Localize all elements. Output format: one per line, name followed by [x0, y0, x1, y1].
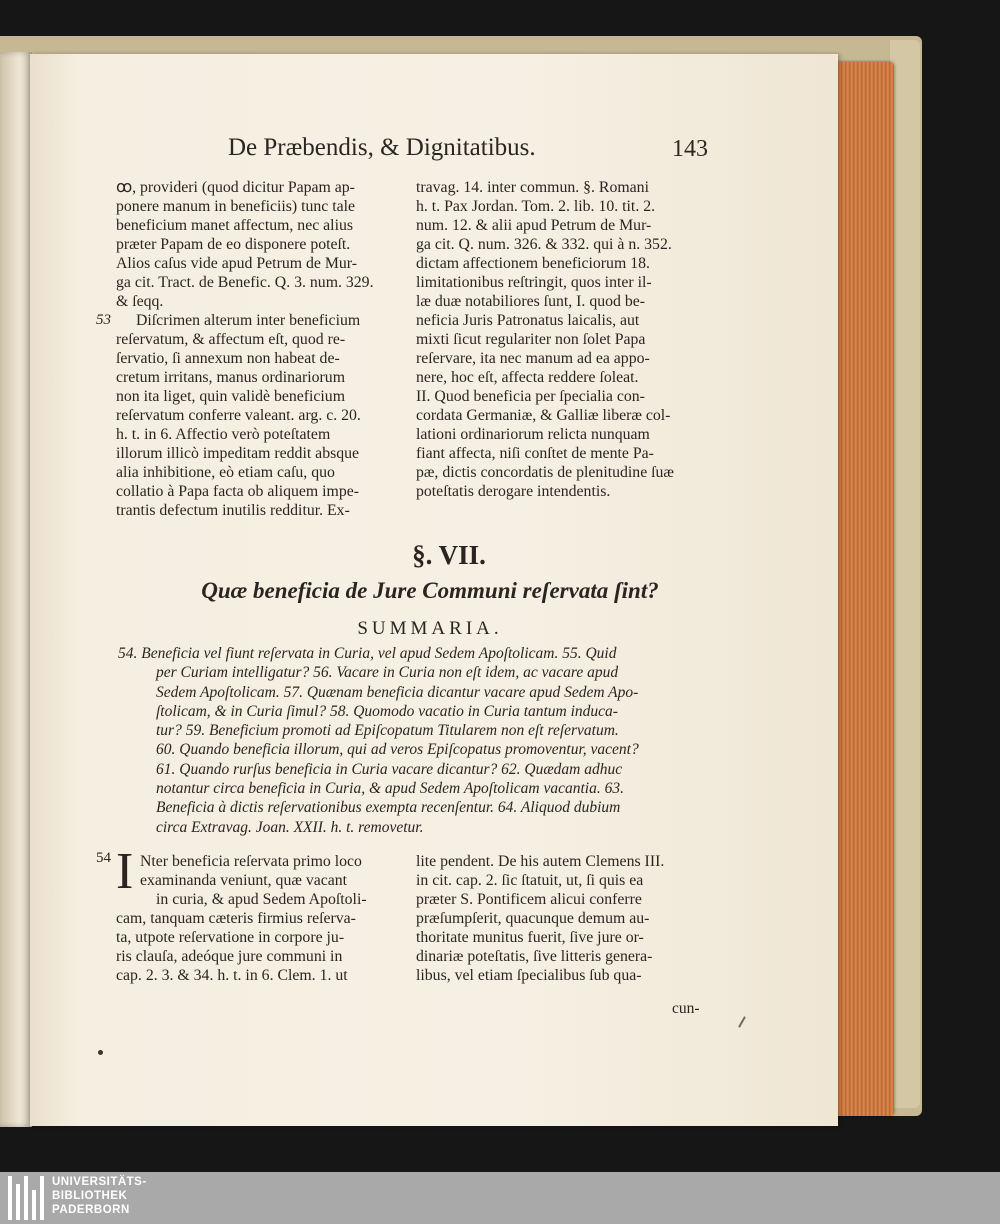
text-line: dictam affectionem beneficiorum 18.: [416, 255, 650, 272]
page-edges: [830, 62, 894, 1116]
text-line: circa Extravag. Joan. XXII. h. t. removetur.: [156, 818, 424, 836]
column-right-bottom: [416, 852, 708, 985]
back-cover-edge: [890, 40, 920, 1108]
library-name-line-3: PADERBORN: [52, 1204, 130, 1216]
text-line: nere, hoc eſt, affecta reddere ſoleat.: [416, 369, 639, 386]
text-line: poteſtatis derogare intendentis.: [416, 483, 611, 500]
column-left-top: [116, 178, 400, 520]
text-line: cap. 2. 3. & 34. h. t. in 6. Clem. 1. ut: [116, 967, 348, 984]
running-title: De Præbendis, & Dignitatibus.: [228, 134, 536, 161]
text-line: tur? 59. Beneficium promoti ad Epiſcopatum Titularem non eſt reſervatum.: [156, 722, 619, 740]
running-header: [228, 134, 708, 170]
text-line: ponere manum in beneficiis) tunc tale: [116, 198, 356, 215]
text-line: præter S. Pontificem alicui conferre: [416, 891, 642, 908]
summaria-heading: SUMMARIA.: [357, 618, 503, 639]
text-line: reſervatum conferre valeant. arg. c. 20.: [116, 407, 361, 424]
drop-capital: I: [116, 843, 134, 900]
text-line: ris clauſa, adeóque jure communi in: [116, 948, 343, 965]
text-line: Alios caſus vide apud Petrum de Mur-: [116, 255, 357, 272]
section-title: Quæ beneficia de Jure Communi reſervata ſint?: [201, 578, 659, 603]
column-right-top: [416, 178, 708, 501]
margin-number-54: 54: [96, 850, 111, 866]
text-line: in cit. cap. 2. ſic ſtatuit, ut, ſi quis ea: [416, 872, 644, 889]
text-line: trantis defectum inutilis redditur. Ex-: [116, 502, 350, 519]
text-line: II. Quod beneficia per ſpecialia con-: [416, 388, 645, 405]
text-line: Diſcrimen alterum inter beneficium: [136, 312, 361, 329]
text-line: limitationibus reſtringit, quos inter il-: [416, 274, 652, 291]
text-line: fiant affecta, niſi conſtet de mente Pa-: [416, 445, 654, 462]
text-line: thoritate munitus fuerit, ſive jure or-: [416, 929, 644, 946]
text-line: lationi ordinariorum relicta nunquam: [416, 426, 650, 443]
text-line: pæ, dictis concordatis de plenitudine ſuæ: [416, 464, 674, 481]
text-line: ga cit. Tract. de Benefic. Q. 3. num. 329.: [116, 274, 374, 291]
text-line: Sedem Apoſtolicam. 57. Quænam beneficia dicantur vacare apud Sedem Apo-: [156, 683, 639, 701]
text-line: Nter beneficia reſervata primo loco: [140, 853, 362, 870]
text-line: dinariæ poteſtatis, ſive litteris genera-: [416, 948, 653, 965]
text-line: læ duæ notabiliores ſunt, I. quod be-: [416, 293, 646, 310]
column-left-bottom: [116, 852, 402, 985]
text-line: præter Papam de eo disponere poteſt.: [116, 236, 351, 253]
text-line: ga cit. Q. num. 326. & 332. qui à n. 352.: [416, 236, 672, 253]
text-line: h. t. Pax Jordan. Tom. 2. lib. 10. tit. 2.: [416, 198, 656, 215]
text-line: non ita liget, quin validè beneficium: [116, 388, 345, 405]
text-line: per Curiam intelligatur? 56. Vacare in Curia non eſt idem, ac vacare apud: [156, 664, 619, 682]
text-line: ta, utpote reſervatione in corpore ju-: [116, 929, 345, 946]
text-line: 60. Quando beneficia illorum, qui ad veros Epiſcopatus promoventur, vacent?: [156, 741, 639, 759]
text-line: notantur circa beneficia in Curia, & apud Sedem Apoſtolicam vacantia. 63.: [156, 780, 624, 798]
library-name-line-2: BIBLIOTHEK: [52, 1190, 128, 1202]
library-footer: [0, 1172, 1000, 1224]
text-line: beneficium manet affectum, nec alius: [116, 217, 353, 234]
text-line: 54. Beneficia vel fiunt reſervata in Curia, vel apud Sedem Apoſtolicam. 55. Quid: [118, 645, 617, 662]
text-line: ꝏ, provideri (quod dicitur Papam ap-: [116, 179, 355, 196]
catchword: cun-: [672, 1000, 700, 1017]
text-line: alia inhibitione, eò etiam caſu, quo: [116, 464, 335, 481]
text-line: cretum irritans, manus ordinariorum: [116, 369, 345, 386]
text-line: Beneficia à dictis reſervationibus exempta recenſentur. 64. Aliquod dubium: [156, 799, 621, 817]
text-line: collatio à Papa facta ob aliquem impe-: [116, 483, 360, 500]
text-line: travag. 14. inter commun. §. Romani: [416, 179, 649, 196]
text-line: cordata Germaniæ, & Galliæ liberæ col-: [416, 407, 671, 424]
text-line: ſervatio, ſi annexum non habeat de-: [116, 350, 340, 367]
text-line: examinanda veniunt, quæ vacant: [140, 872, 348, 889]
library-logo-icon: [8, 1176, 44, 1220]
text-line: ſtolicam, & in Curia ſimul? 58. Quomodo vacatio in Curia tantum induca-: [156, 702, 618, 720]
page-number: 143: [672, 136, 708, 162]
text-line: reſervare, ita nec manum ad ea appo-: [416, 350, 650, 367]
text-line: illorum illicò impeditam reddit absque: [116, 445, 360, 462]
text-line: mixti ſicut regulariter non ſolet Papa: [416, 331, 646, 348]
section-number: §. VII.: [412, 540, 486, 570]
text-line: 61. Quando rurſus beneficia in Curia vacare dicantur? 62. Quædam adhuc: [156, 760, 623, 778]
text-line: num. 12. & alii apud Petrum de Mur-: [416, 217, 652, 234]
summaria-text: [118, 644, 708, 837]
text-line: neficia Juris Patronatus laicalis, aut: [416, 312, 640, 329]
library-name: [52, 1175, 147, 1217]
text-line: lite pendent. De his autem Clemens III.: [416, 853, 665, 870]
text-line: libus, vel etiam ſpecialibus ſub qua-: [416, 967, 642, 984]
text-line: h. t. in 6. Affectio verò poteſtatem: [116, 426, 331, 443]
ink-dot: [98, 1050, 103, 1055]
facing-page-edge: [0, 52, 32, 1127]
text-line: reſervatum, & affectum eſt, quod re-: [116, 331, 346, 348]
text-line: in curia, & apud Sedem Apoſtoli-: [156, 891, 367, 908]
text-line: cam, tanquam cæteris firmius reſerva-: [116, 910, 356, 927]
text-line: præſumpſerit, quacunque demum au-: [416, 910, 650, 927]
library-name-line-1: UNIVERSITÄTS-: [52, 1176, 147, 1188]
margin-number-53: 53: [96, 312, 111, 328]
text-line: & ſeqq.: [116, 293, 164, 310]
